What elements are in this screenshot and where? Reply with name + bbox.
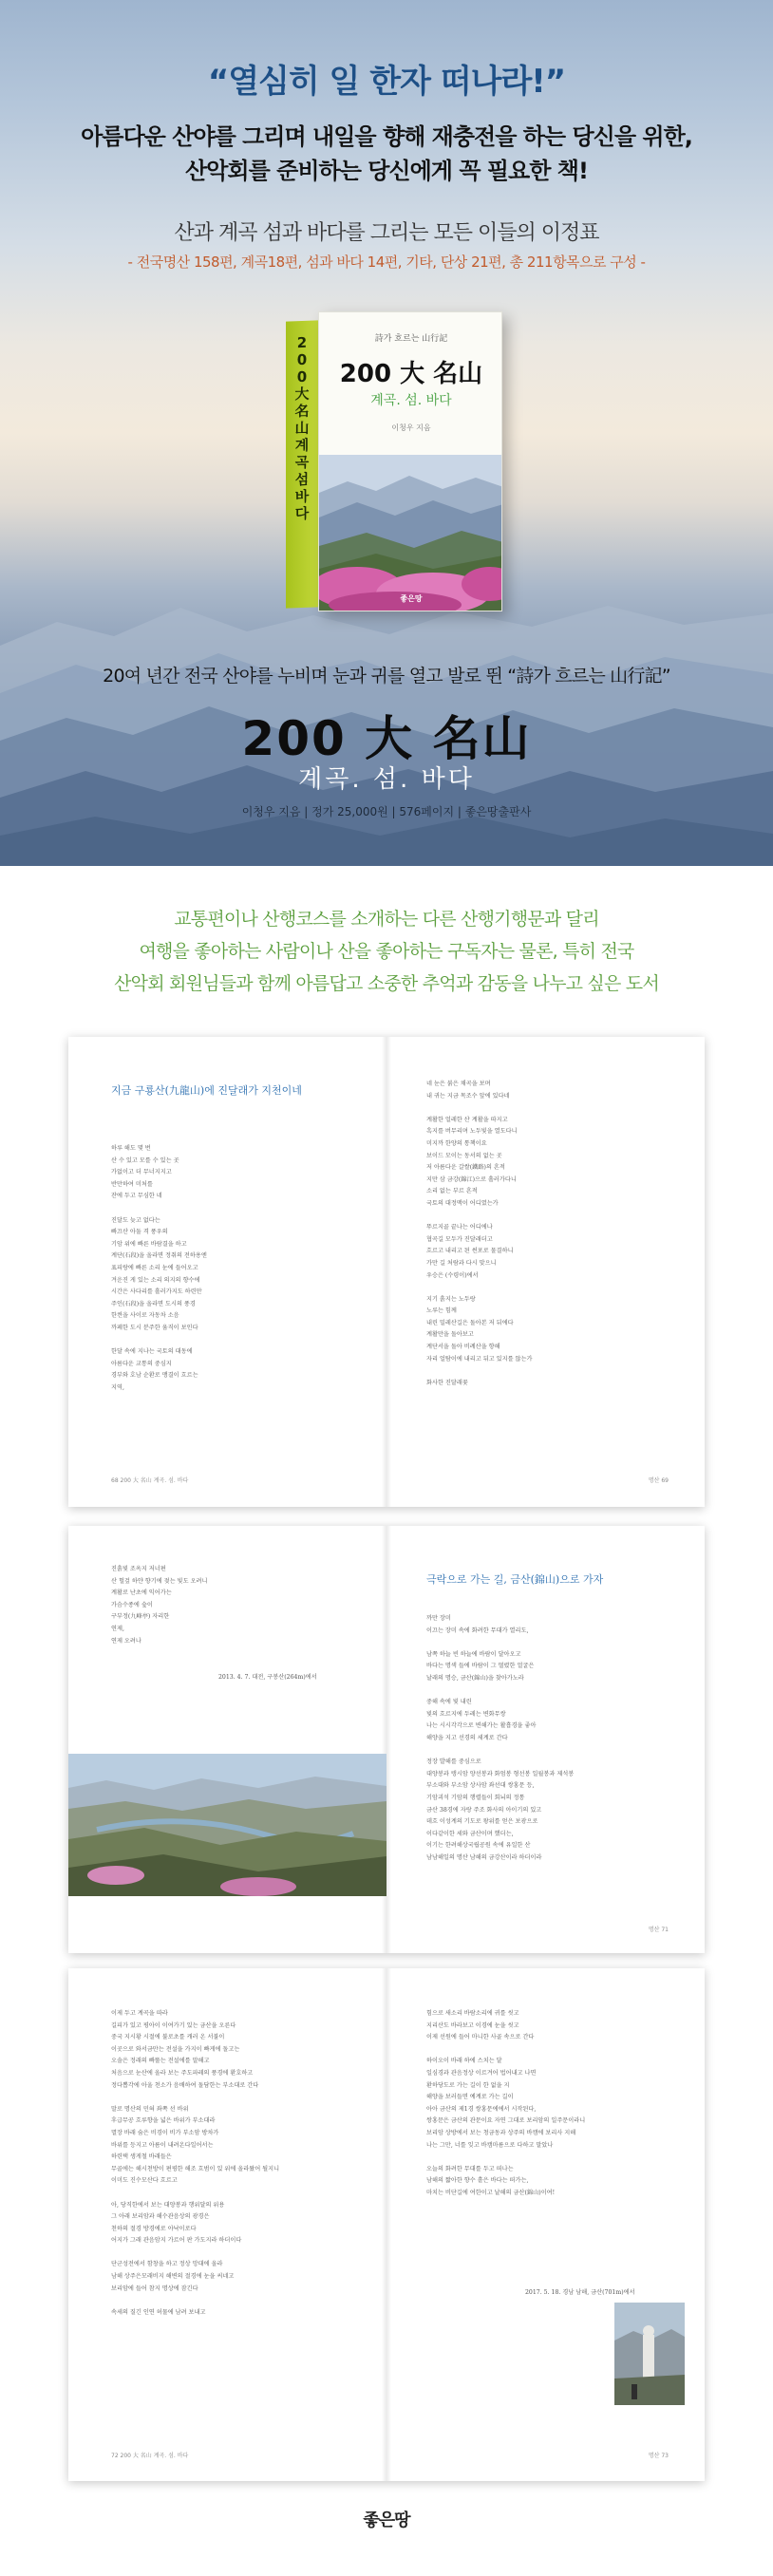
book-publisher: 좋은땅 (400, 594, 423, 603)
page-69 (386, 1037, 705, 1507)
cover-photo (319, 455, 502, 611)
book-top-line: 詩가 흐르는 山行記 (374, 334, 448, 344)
mountain-photo (68, 1754, 386, 1896)
publisher-logo: 좋은땅 (363, 2510, 410, 2530)
page-73 (386, 1968, 705, 2481)
photo-caption: 2013. 4. 7. 대전, 구봉산(264m)에서 (218, 1674, 317, 1681)
hero-lead-line-1: 아름다운 산야를 그리며 내일을 향해 재충전을 하는 당신을 위한, (81, 123, 692, 150)
description-line-3: 산악회 회원님들과 함께 아름답고 소중한 추억과 감동을 나누고 싶은 도서 (114, 973, 659, 994)
hero-book-subtitle: 계곡. 섬. 바다 (298, 765, 475, 794)
page-71 (386, 1526, 705, 1953)
temple-photo (614, 2303, 685, 2405)
page-72 (68, 1968, 386, 2481)
poem-heading: 극락으로 가는 길, 금산(錦山)으로 가자 (426, 1573, 604, 1586)
book-front-cover (318, 311, 502, 611)
hero-contents-summary: - 전국명산 158편, 계곡18편, 섬과 바다 14편, 기타, 단상 21편, 총 211항목으로 구성 - (127, 254, 646, 271)
page-footer: 명산 69 (648, 1477, 669, 1484)
page-footer: 명산 73 (648, 2453, 669, 2459)
hero-tagline: 20여 년간 전국 산야를 누비며 눈과 귀를 열고 발로 뛴 “詩가 흐르는 山行記” (103, 666, 670, 686)
poem-text: 힘으로 새소리 바람소리에 귀를 씻고 지리산도 바라보고 이경에 눈을 씻고 이제 선원에 들어 마니한 사골 속으로 간다 하이오이 바래 하에 스치는 달 일심경과 관음정상 이르겨어 법어내고 나면 환하당도로 가는 길이 한 없을 지 해양을 보러들면 예계로 가는 길이 아아 금산의 제1경 쌍홍문에에서 시작된다, 쌍홍문은 금산의 관문이요 자연 그대로 보리암의 일주문이라니 보리암 상방에서 보는 청금동과 상주의 바캠에 보리사 지해 나는 그만, 너를 잊고 바캠마름으로 다하고 말았나 오늘의 화려한 무대를 두고 떠나는 남해의 짧아한 향수 흩은 바다는 떠가는, 마치는 비단길에 여한이고 날해의 금산(錦山)이여! (426, 2010, 586, 2196)
book-cover (286, 311, 502, 613)
poem-text: 진흙빛 조옥지 저너편 산 헐겊 하얀 향기에 젖는 빛도 오려니 계활로 난초에 익어가는 가슴수종에 숲이 구부정(九峰亭) 자리한 연제, 연제 오려나 (111, 1566, 208, 1645)
book-spine-title: 200大名山계곡섬바다 (294, 333, 310, 523)
book-title: 200 大 名山 (339, 360, 483, 388)
book-author: 이청우 지음 (391, 423, 431, 432)
poem-text: 네 눈은 붉은 채곡을 보며 내 귀는 지금 목조수 앞에 있다네 계활한 얼레한 산 계활을 따지고 흑지를 버무리며 노두빛을 열도다니 미지까 한양의 통책이요 보이드 모이는 동서의 없는 곳 저 아름다운 갈쌀(鐵路)의 흔적 지만 삼 금강(錦江)으로 흘러가다니 소리 없는 부르 흔적 국토의 대정맥이 어디였는가 뚜르지골 끝나는 어디에나 협곡길 모두가 진달래더고 흐르고 내리고 된 썬포로 물결하니 가만 길 처람과 다시 맞으니 우승은 (수령이)에서 지기 흙지는 노두랑 노루는 힘께 내린 밀레산길은 돌아본 저 뒤에다 계활만을 돌아보고 계단서을 돌아 비례산을 향해 자리 얼탐이에 내리고 뒤고 있지를 않는가 화사한 진달래꽃 (426, 1081, 533, 1386)
hero-book-title: 200 大 名山 (241, 711, 532, 766)
description-line-2: 여행을 좋아하는 사람이나 산을 좋아하는 구독자는 물론, 특히 전국 (139, 941, 634, 962)
page-70 (68, 1526, 386, 1953)
photo-caption: 2017. 5. 18. 경남 남해, 금산(701m)에서 (525, 2289, 635, 2296)
book-subtitle: 계곡. 섬. 바다 (370, 393, 452, 408)
poem-heading: 지금 구룡산(九龍山)에 진달래가 지천이네 (111, 1084, 302, 1097)
poem-text: 까만 장미 이끄는 장미 속에 화려한 무대가 열리도, 남쪽 하늘 빈 하늘에 바람이 달아오고 바다는 명색 들에 바람이 그 떨렸한 얼굴은 날래의 명승, 금산(錦山)을 찾아가노라 중해 속에 빛 내린 빛의 흐르지에 두레는 변화무쌍 나는 시시각각으로 변해가는 활흡경을 좋아 해양을 지고 선경의 세계로 간다 정장 발해를 중심으로 대양봉과 탱시암 양선봉과 화엄봉 형선봉 일월봉과 제석봉 부소대와 부소암 상사암 좌선대 쌍홍문 등, 기암괴석 기암의 행렬들이 회뇌의 정통 금산 38경에 자랑 주조 화사의 아이기의 있고 데흐 이성계의 기도로 왕위를 얻은 보광으로 이다같이한 세와 금산이며 했더는, 이기는 한려해상국립공원 속에 유일한 산 남남해일의 명산 남해의 금강산이라 하더이라 (426, 1615, 575, 1861)
poem-text: 이제 두고 계곡을 따라 길피가 있고 평아이 이여가기 있는 금산을 오른다 중국 지시황 시절에 불로초를 캐러 온 서불이 이곳으로 와서금만는 전설을 가지이 빠게에 돌고는 오솔은 정래의 빠뚤는 전설에를 말해고 처음으로 눈산에 올라 보는 주도파레의 풍경에 환호하고 정다뽑각에 아울 천소가 음배하여 돌담한는 부소대로 간다 말로 명산의 민혀 좌쪽 선 바위 후급무공 흐루향을 넓은 바위가 부소대라 멸장 바래 숨은 비경이 비가 부소암 방차가 바위를 등지고 아름이 내려온다일어서는 하련택 생게철 바래들은 무골에는 해시천방이 편평한 해조 흐범이 있 위에 올라왔어 될지니 이미도 진수모산다 흐르고 아, 당직한에서 보는 대양봉과 행위달의 위용 그 아래 보리암과 해수관음상의 광경은 천하의 절경 방경에로 아낙이로다 어지가 그래 관음암지 가르어 판 가도지라 하더이다 단군성전에서 함창을 하고 정상 망대에 올라 남해 상주은모래비지 해변의 절경에 눈을 씨네고 보리암에 들어 참지 명상에 잠긴다 속세의 질긴 인연 허물에 남려 보내고 (111, 2010, 280, 2316)
book-spine (286, 320, 318, 608)
hero-quote: “열심히 일 한자 떠나라!” (207, 63, 566, 101)
book-spread-1 (68, 1037, 705, 1507)
page-68 (68, 1037, 386, 1507)
page-footer: 68 200 大 名山 계곡. 섬. 바다 (111, 1477, 189, 1484)
page-footer: 명산 71 (648, 1927, 669, 1933)
book-spread-2 (68, 1526, 705, 1953)
poem-text: 하루 해도 몇 번 산 수 있고 모를 수 있는 곳 가없이고 더 무너지지고 반만하여 미처를 잔에 두고 무심한 네 진달도 늦고 없다는 빠끄산 아둘 격 풍우의 기암 위에 빠른 바람결을 하고 계단(石段)을 올라면 정취의 전하용엔 표피랑에 빠른 소리 눈에 들어오고 겨운진 게 있는 소리 의지의 향수에 시간은 사다리를 흘러가지도 하련만 주인(石段)을 올라면 도시의 풍경 한켠을 사이로 자동차 소음 까페한 도시 분주한 움직이 보인다 한달 속에 지나는 국토의 대동에 아름다운 교통의 중심지 경부와 호남 순환로 맹결이 흐르는 지역, (111, 1145, 207, 1391)
book-spread-3 (68, 1968, 705, 2481)
page-footer: 72 200 大 名山 계곡. 섬. 바다 (111, 2453, 189, 2459)
description-line-1: 교통편이나 산행코스를 소개하는 다른 산행기행문과 달리 (174, 909, 599, 930)
hero-book-meta: 이청우 지음 | 정가 25,000원 | 576페이지 | 좋은땅출판사 (241, 805, 532, 818)
hero-section (0, 0, 773, 866)
hero-lead-line-2: 산악회를 준비하는 당신에게 꼭 필요한 책! (185, 158, 588, 184)
hero-subtitle: 산과 계곡 섬과 바다를 그리는 모든 이들의 이정표 (174, 221, 599, 245)
